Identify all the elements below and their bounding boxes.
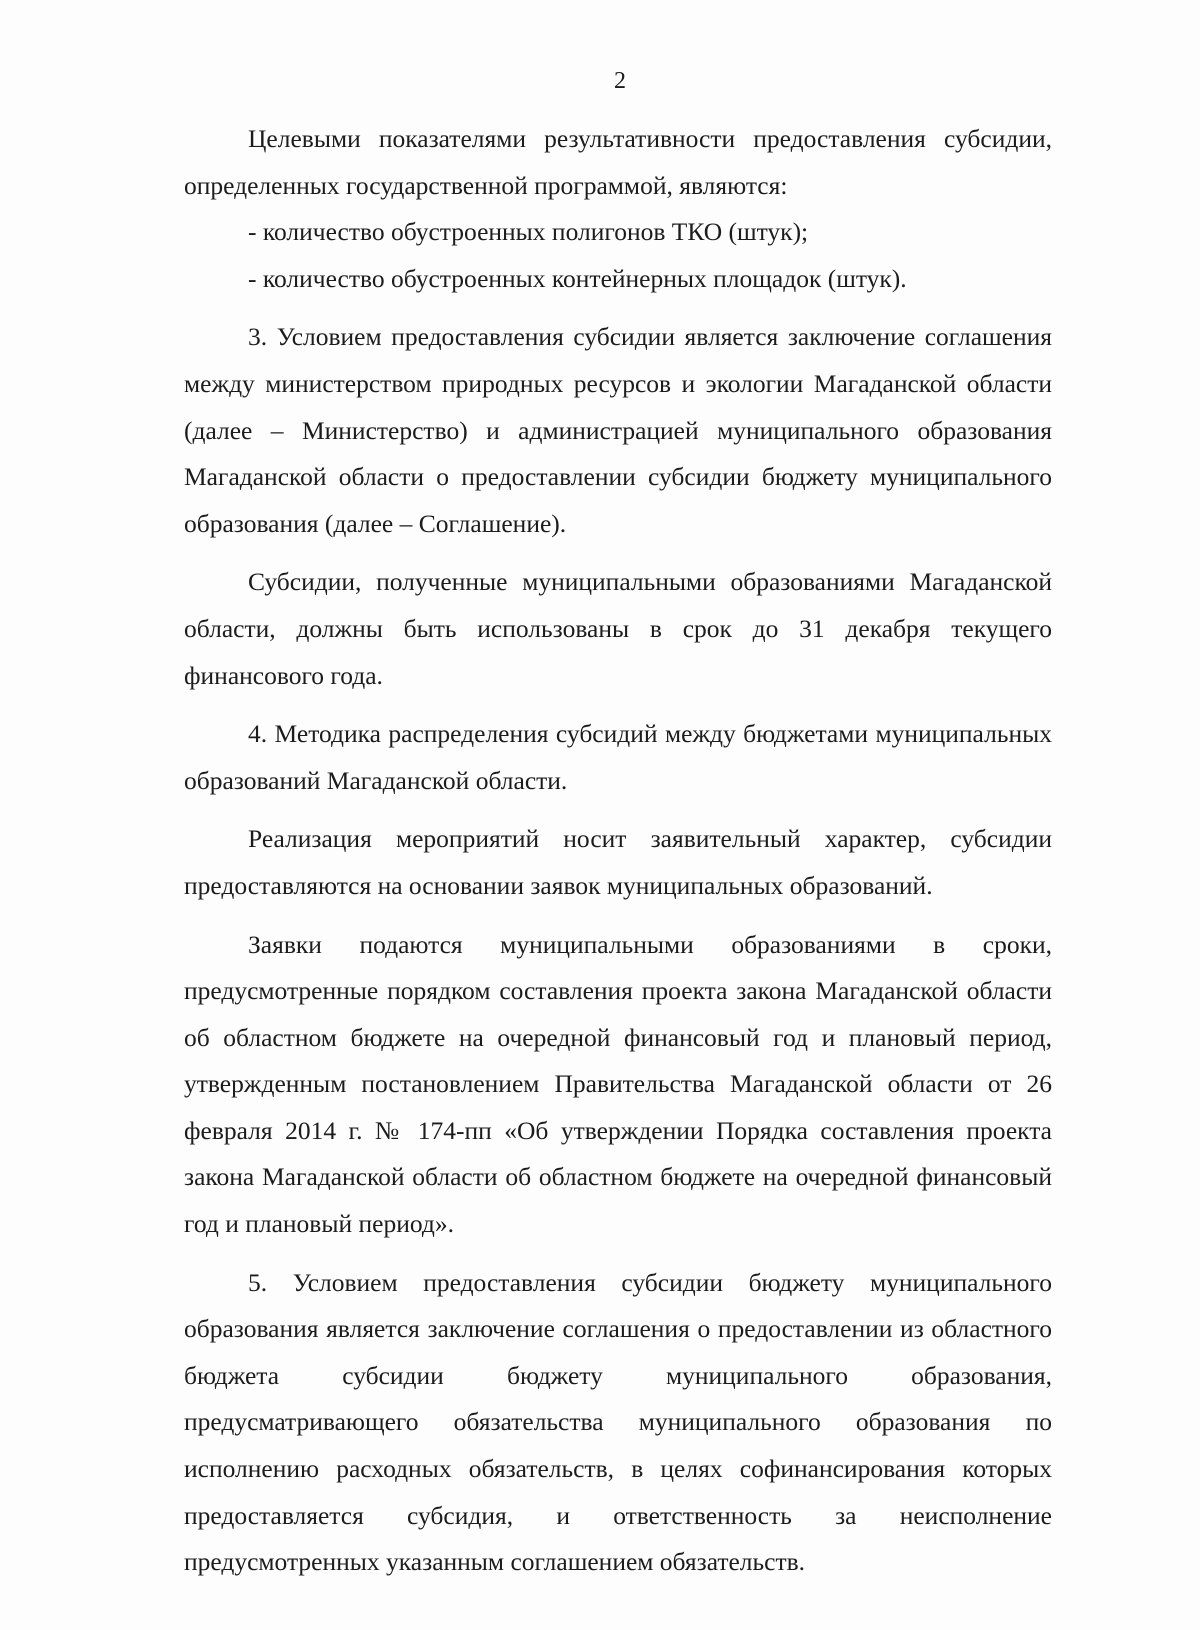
paragraph-application-terms: Заявки подаются муниципальными образованиями в сроки, предусмотренные порядком составления проекта закона Магаданской области об областном бюджете на очередной финансовый год и плановый период, утвержденным постановлением Правительства Магаданской области от 26 февраля 2014 г. № 174-пп «Об утверждении Порядка составления проекта закона Магаданской области об областном бюджете на очередной финансовый год и плановый период». (184, 929, 1052, 1239)
page-number: 2 (614, 68, 626, 94)
paragraph-section-5: 5. Условием предоставления субсидии бюджету муниципального образования является заключение соглашения о предоставлении из областного бюджета субсидии бюджету муниципального образования, предусматривающего обязательства муниципального образования по исполнению расходных обязательств, в целях софинансирования которых предоставляется субсидия, и ответственность за неисполнение предусмотренных указанным соглашением обязательств. (184, 1267, 1052, 1577)
paragraph-subsidy-deadline: Субсидии, полученные муниципальными образованиями Магаданской области, должны быть использованы в срок до 31 декабря текущего финансового года. (184, 567, 1052, 690)
list-item-landfills: - количество обустроенных полигонов ТКО (штук); (248, 217, 809, 247)
document-body (184, 116, 1052, 1586)
list-item-container-sites: - количество обустроенных контейнерных площадок (штук). (248, 263, 907, 293)
paragraph-section-3: 3. Условием предоставления субсидии является заключение соглашения между министерством природных ресурсов и экологии Магаданской области (далее – Министерство) и администрацией муниципального образования Магаданской области о предоставлении субсидии бюджету муниципального образования (далее – Соглашение). (184, 322, 1052, 538)
paragraph-application-basis: Реализация мероприятий носит заявительный характер, субсидии предоставляются на основании заявок муниципальных образований. (184, 824, 1052, 900)
paragraph-section-4: 4. Методика распределения субсидий между бюджетами муниципальных образований Магаданской области. (184, 719, 1052, 795)
paragraph-target-indicators: Целевыми показателями результативности предоставления субсидии, определенных государственной программой, являются: (184, 124, 1052, 200)
